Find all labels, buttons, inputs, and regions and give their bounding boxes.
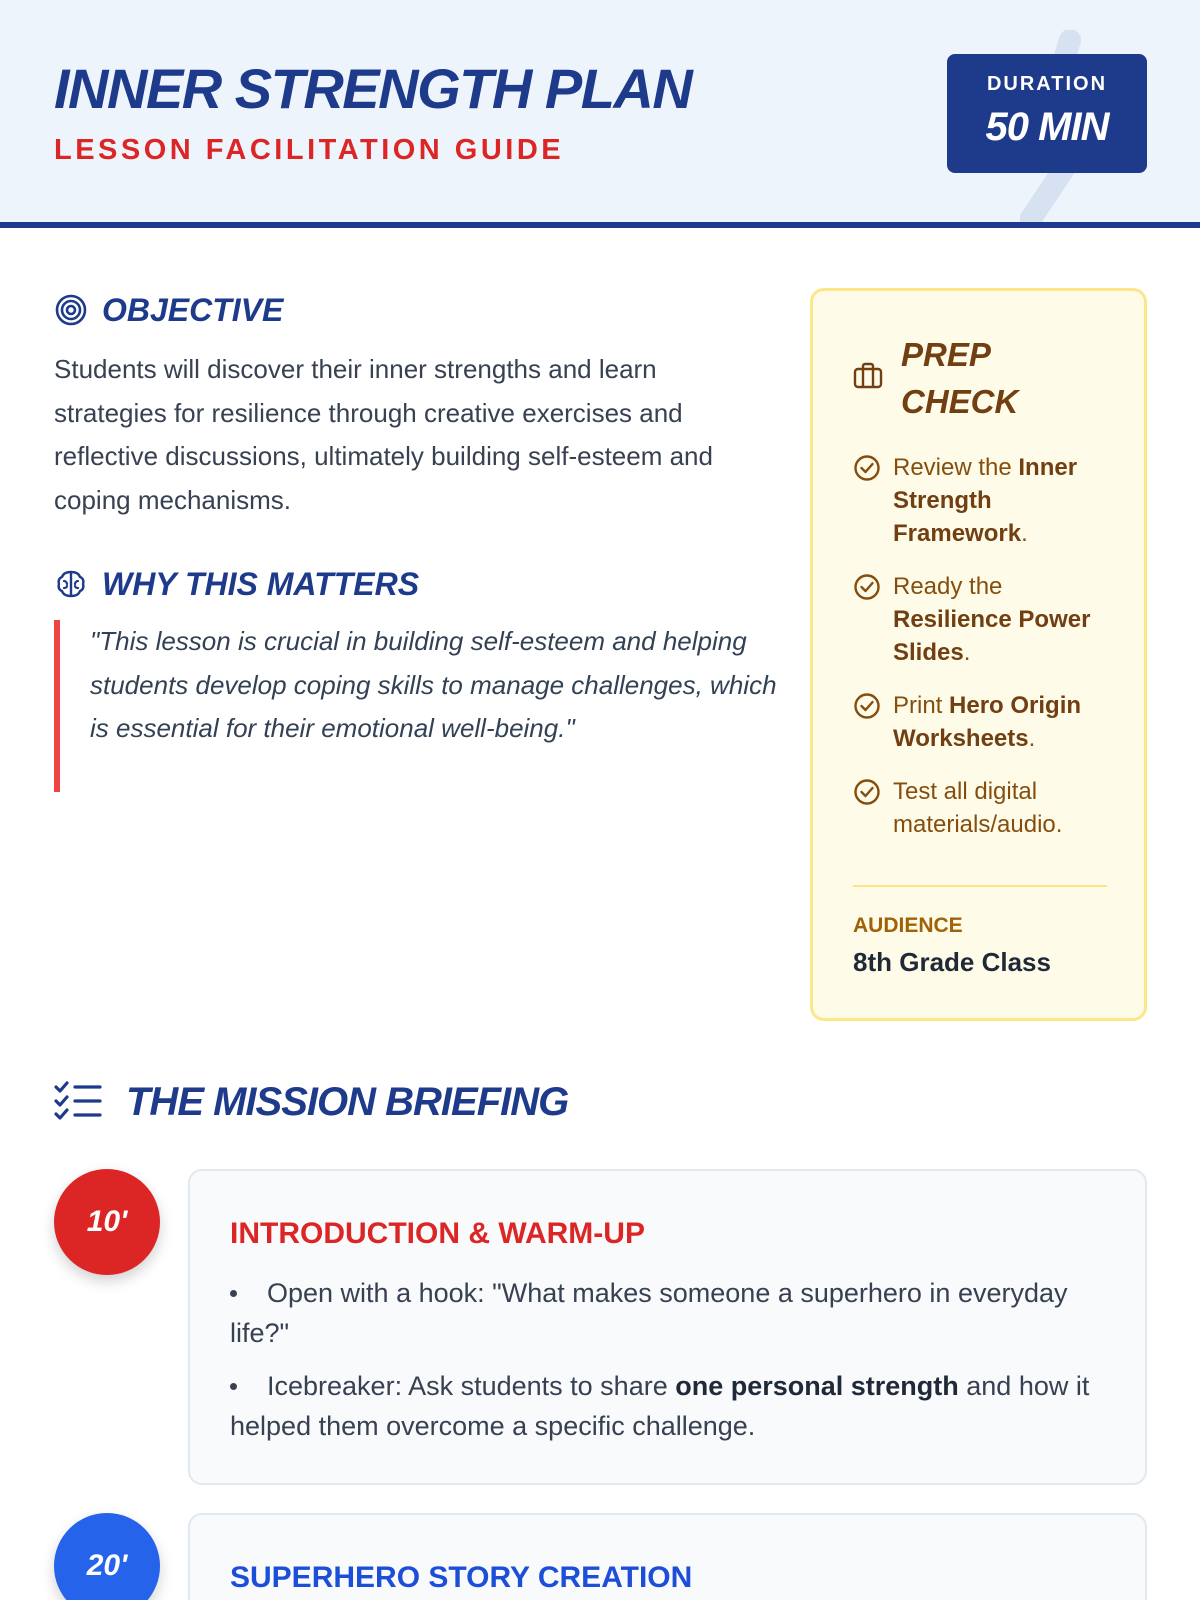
prep-check-title: PREP CHECK [901, 336, 1019, 420]
check-circle-icon [853, 778, 881, 806]
check-circle-icon [853, 692, 881, 720]
page-title: INNER STRENGTH PLAN [54, 57, 692, 120]
time-badge: 20' [54, 1513, 160, 1600]
target-icon [54, 293, 88, 327]
step-title: SUPERHERO STORY CREATION [230, 1561, 693, 1594]
check-circle-icon [853, 573, 881, 601]
page-subtitle: LESSON FACILITATION GUIDE [54, 134, 565, 166]
checklist-item [853, 451, 1113, 550]
checklist-item [853, 570, 1113, 669]
checklist-item-text: Test all digital materials/audio. [893, 778, 1063, 838]
why-heading [54, 564, 419, 604]
why-title: WHY THIS MATTERS [102, 566, 420, 602]
checklist-icon [54, 1080, 102, 1125]
list-item: Icebreaker: Ask students to share one personal strength and how it helped them overcome a specific challenge. [230, 1371, 1090, 1441]
duration-badge [947, 54, 1147, 173]
step-title: INTRODUCTION & WARM-UP [230, 1217, 645, 1250]
prep-check-heading [853, 331, 1061, 425]
bullet-dot [230, 1383, 237, 1390]
objective-text: Students will discover their inner strengths and learn strategies for resilience through creative exercises and reflective discussions, ultimately building self-esteem and coping mechanisms. [54, 354, 713, 515]
page-header [0, 0, 1200, 228]
duration-value: 50 MIN [985, 105, 1109, 149]
prep-check-card [810, 288, 1147, 1021]
mission-title: THE MISSION BRIEFING [126, 1080, 569, 1124]
objective-title: OBJECTIVE [102, 292, 284, 328]
brain-icon [54, 567, 88, 601]
step-card [188, 1513, 1147, 1600]
checklist-item [853, 775, 1113, 841]
briefcase-icon [853, 361, 883, 396]
step-card [188, 1169, 1147, 1485]
checklist-item-text: Review the Inner Strength Framework. [893, 454, 1078, 547]
bullet-dot [230, 1290, 237, 1297]
checklist-item [853, 689, 1113, 755]
checklist-item-text: Print Hero Origin Worksheets. [893, 692, 1082, 752]
step-bullets [230, 1273, 1100, 1459]
divider [853, 885, 1107, 887]
duration-label: DURATION [986, 73, 1108, 95]
mission-heading [54, 1078, 568, 1126]
time-badge: 10' [54, 1169, 160, 1275]
checklist-item-text: Ready the Resilience Power Slides. [893, 573, 1091, 666]
check-circle-icon [853, 454, 881, 482]
why-quote: "This lesson is crucial in building self-esteem and helping students develop coping skills to manage challenges, which is essential for their emotional well-being." [54, 620, 784, 792]
prep-checklist [853, 451, 1113, 861]
audience-value: 8th Grade Class [853, 947, 1051, 977]
objective-heading [54, 290, 283, 330]
list-item: Open with a hook: "What makes someone a superhero in everyday life?" [230, 1278, 1068, 1348]
audience-label: AUDIENCE [853, 914, 963, 937]
